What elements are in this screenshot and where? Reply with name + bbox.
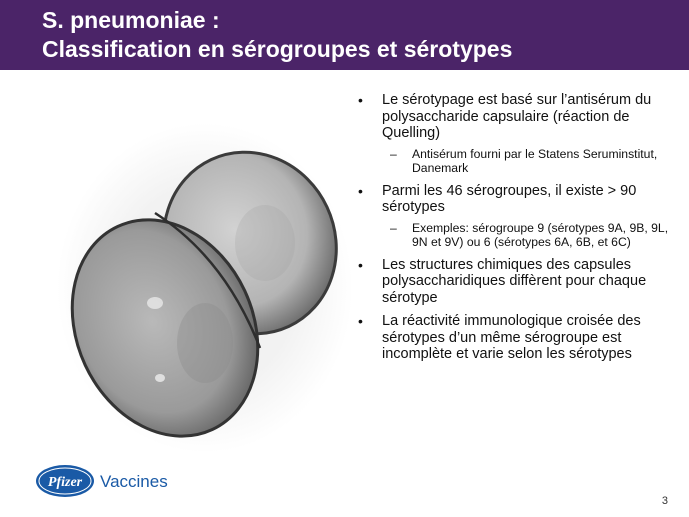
bullet-list bbox=[356, 92, 681, 370]
slide-title-line-2: Classification en sérogroupes et sérotypes bbox=[42, 36, 513, 62]
bullet-dot-icon: • bbox=[358, 256, 363, 273]
slide-title-line-1: S. pneumoniae : bbox=[42, 7, 220, 33]
bullet-dot-icon: • bbox=[358, 313, 363, 329]
bullet-item bbox=[356, 257, 681, 307]
bullet-text: Parmi les 46 sérogroupes, il existe > 90 sérotypes bbox=[382, 182, 637, 215]
bullet-text: La réactivité immunologique croisée des sérotypes d’un même sérogroupe est incomplète et varie selon les sérotypes bbox=[382, 313, 641, 362]
pfizer-logo bbox=[35, 464, 95, 498]
bullet-dot-icon: • bbox=[358, 92, 363, 108]
svg-text:Pfizer: Pfizer bbox=[47, 475, 83, 490]
bullet-text: Le sérotypage est basé sur l’antisérum du polysaccharide capsulaire (réaction de Quelling) bbox=[382, 92, 652, 141]
dash-icon: – bbox=[390, 146, 397, 161]
bullet-text: Les structures chimiques des capsules polysaccharidiques diffèrent pour chaque sérotype bbox=[382, 256, 647, 306]
sub-bullet-item bbox=[356, 221, 681, 249]
bullet-item bbox=[356, 92, 681, 142]
dash-icon: – bbox=[390, 220, 397, 235]
title-bar bbox=[0, 0, 689, 70]
bullet-item bbox=[356, 183, 681, 216]
page-number: 3 bbox=[661, 495, 668, 507]
sub-bullet-text: Antisérum fourni par le Statens Seruminstitut, Danemark bbox=[412, 146, 658, 175]
sub-bullet-text: Exemples: sérogroupe 9 (sérotypes 9A, 9B, 9L, 9N et 9V) ou 6 (sérotypes 6A, 6B, et 6C) bbox=[412, 220, 669, 249]
bacteria-micrograph bbox=[55, 118, 355, 453]
vaccines-wordmark: Vaccines bbox=[100, 472, 168, 491]
sub-bullet-item bbox=[356, 147, 681, 175]
bullet-item bbox=[356, 313, 681, 363]
bullet-dot-icon: • bbox=[358, 182, 363, 199]
